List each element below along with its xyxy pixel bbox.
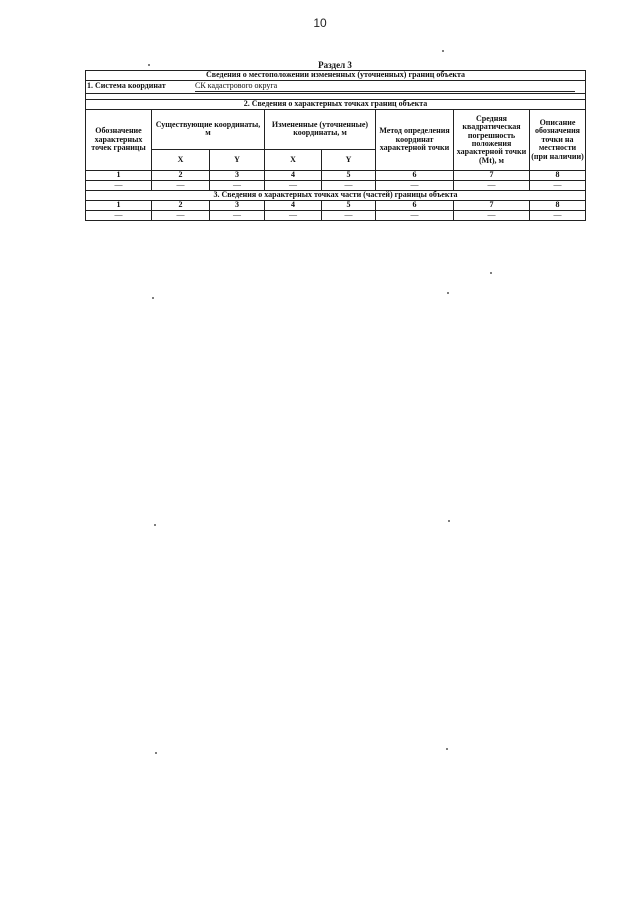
data-cell: — bbox=[376, 181, 454, 191]
table2-number-row bbox=[86, 171, 586, 181]
speck bbox=[442, 50, 444, 52]
coord-system-label: 1. Система координат bbox=[87, 81, 166, 91]
num-cell: 2 bbox=[152, 201, 210, 211]
col-existing-coords: Существующие координаты, м bbox=[152, 110, 265, 150]
num-cell: 5 bbox=[322, 171, 376, 181]
num-cell: 2 bbox=[152, 171, 210, 181]
data-cell: — bbox=[86, 181, 152, 191]
col-method: Метод определения координат характерной точки bbox=[376, 110, 454, 171]
speck bbox=[490, 272, 492, 274]
num-cell: 6 bbox=[376, 171, 454, 181]
data-cell: — bbox=[152, 211, 210, 221]
col-changed-coords: Измененные (уточненные) координаты, м bbox=[265, 110, 376, 150]
data-cell: — bbox=[86, 211, 152, 221]
col-designation: Обозначение характерных точек границы bbox=[86, 110, 152, 171]
data-cell: — bbox=[265, 181, 322, 191]
num-cell: 1 bbox=[86, 171, 152, 181]
num-cell: 4 bbox=[265, 171, 322, 181]
speck bbox=[148, 64, 150, 66]
speck bbox=[152, 297, 154, 299]
col-changed-y: Y bbox=[322, 149, 376, 170]
data-cell: — bbox=[530, 181, 586, 191]
speck bbox=[448, 520, 450, 522]
table2-heading: 2. Сведения о характерных точках границ объекта bbox=[86, 100, 586, 110]
num-cell: 7 bbox=[454, 171, 530, 181]
data-cell: — bbox=[210, 211, 265, 221]
speck bbox=[154, 524, 156, 526]
page-number: 10 bbox=[313, 16, 327, 30]
num-cell: 5 bbox=[322, 201, 376, 211]
num-cell: 3 bbox=[210, 201, 265, 211]
data-cell: — bbox=[152, 181, 210, 191]
num-cell: 7 bbox=[454, 201, 530, 211]
table-row bbox=[86, 211, 586, 221]
main-heading: Сведения о местоположении измененных (уточненных) границ объекта bbox=[86, 71, 586, 81]
table3-number-row bbox=[86, 201, 586, 211]
data-cell: — bbox=[265, 211, 322, 221]
table-row bbox=[86, 181, 586, 191]
coord-system-value: СК кадастрового округа bbox=[195, 82, 575, 91]
num-cell: 1 bbox=[86, 201, 152, 211]
data-cell: — bbox=[210, 181, 265, 191]
col-changed-x: X bbox=[265, 149, 322, 170]
speck bbox=[446, 748, 448, 750]
num-cell: 4 bbox=[265, 201, 322, 211]
data-cell: — bbox=[530, 211, 586, 221]
num-cell: 3 bbox=[210, 171, 265, 181]
data-cell: — bbox=[454, 181, 530, 191]
col-rms-error: Средняя квадратическая погрешность положения характерной точки (Mt), м bbox=[454, 110, 530, 171]
num-cell: 6 bbox=[376, 201, 454, 211]
num-cell: 8 bbox=[530, 201, 586, 211]
num-cell: 8 bbox=[530, 171, 586, 181]
coord-system-row bbox=[86, 81, 586, 94]
boundary-info-table bbox=[85, 70, 586, 221]
speck bbox=[447, 292, 449, 294]
table3-heading: 3. Сведения о характерных точках части (частей) границы объекта bbox=[86, 191, 586, 201]
data-cell: — bbox=[322, 211, 376, 221]
data-cell: — bbox=[376, 211, 454, 221]
data-cell: — bbox=[454, 211, 530, 221]
col-existing-y: Y bbox=[210, 149, 265, 170]
section-title: Раздел 3 bbox=[318, 60, 352, 70]
speck bbox=[155, 752, 157, 754]
data-cell: — bbox=[322, 181, 376, 191]
col-description: Описание обозначения точки на местности (при наличии) bbox=[530, 110, 586, 171]
col-existing-x: X bbox=[152, 149, 210, 170]
